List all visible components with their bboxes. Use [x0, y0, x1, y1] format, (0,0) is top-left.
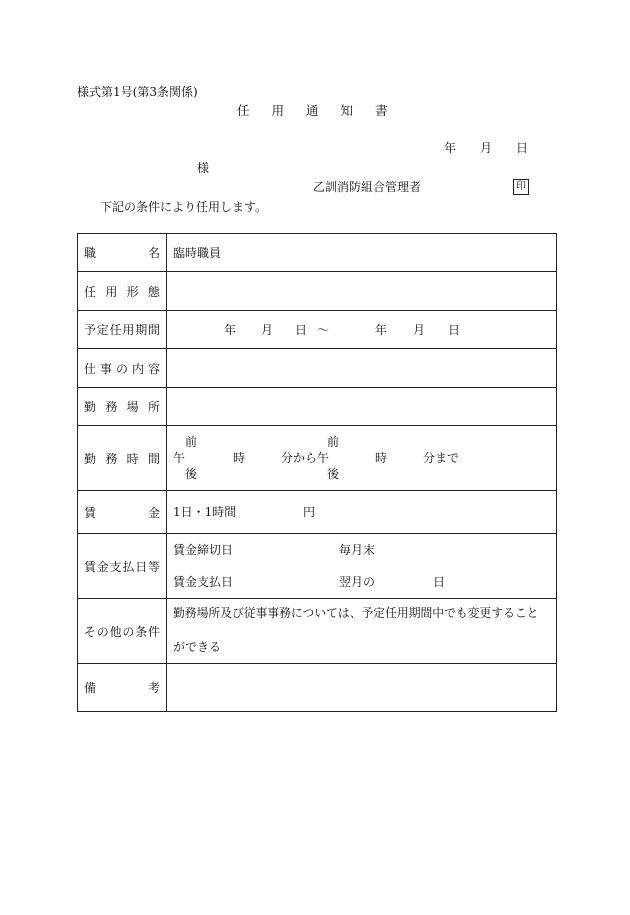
table-row — [78, 426, 557, 491]
row-label-text: 任 用 形 態 — [84, 284, 160, 299]
table-row — [78, 664, 557, 712]
hours-zen-1: 前 — [185, 435, 198, 449]
table-row — [78, 349, 557, 388]
table-row — [78, 234, 557, 272]
value-remarks[interactable] — [167, 664, 557, 712]
hours-ji-2: 時 — [375, 451, 388, 465]
value-payday[interactable] — [167, 534, 557, 599]
value-period[interactable] — [167, 311, 557, 349]
hours-ato-1: 後 — [185, 467, 198, 481]
period-year-1: 年 — [224, 322, 237, 337]
hours-fun-kara: 分から午 — [281, 451, 330, 465]
wage-yen: 円 — [303, 505, 316, 519]
seal-mark: 印 — [513, 179, 529, 195]
row-label-text: 予 定 任 用 期 間 — [84, 323, 160, 337]
table-row — [78, 534, 557, 599]
row-label-remarks — [78, 664, 167, 712]
row-label-text: 職 名 — [84, 246, 160, 260]
row-label-position — [78, 234, 167, 272]
pay-value-suffix: 日 — [433, 575, 446, 589]
row-label-wage — [78, 491, 167, 534]
value-position: 臨時職員 — [167, 234, 557, 272]
value-work-place[interactable] — [167, 388, 557, 426]
row-label-other — [78, 599, 167, 664]
row-label-text: そ の 他 の 条 件 — [84, 624, 160, 639]
value-other-conditions[interactable] — [167, 599, 557, 664]
hours-fun-made: 分まで — [423, 451, 460, 465]
table-row — [78, 491, 557, 534]
addressee-suffix: 様 — [197, 161, 210, 175]
period-month-1: 月 — [261, 322, 274, 337]
table-row — [78, 388, 557, 426]
value-job-content[interactable] — [167, 349, 557, 388]
wage-unit: 1日・1時間 — [173, 505, 237, 519]
document-title: 任用通知書 — [237, 103, 410, 118]
row-label-employment-type — [78, 272, 167, 311]
hours-ji-1: 時 — [233, 451, 246, 465]
date-month: 月 — [480, 141, 493, 155]
date-day: 日 — [516, 141, 529, 155]
cutoff-label: 賃金締切日 — [173, 543, 234, 557]
row-label-period — [78, 311, 167, 349]
table-row — [78, 311, 557, 349]
row-label-text: 備 考 — [84, 681, 160, 695]
row-label-text: 賃 金 支 払 日 等 — [84, 559, 160, 574]
form-number: 様式第1号(第3条関係) — [77, 85, 198, 99]
other-line-2: ができる — [173, 640, 222, 654]
row-label-work-place — [78, 388, 167, 426]
intro-text: 下記の条件により任用します。 — [100, 200, 268, 214]
cutoff-value: 毎月末 — [339, 543, 376, 557]
row-label-text: 勤 務 時 間 — [84, 451, 160, 466]
date-year: 年 — [444, 141, 457, 155]
row-label-text: 勤 務 場 所 — [84, 400, 160, 414]
value-wage[interactable] — [167, 491, 557, 534]
issue-date — [444, 142, 528, 154]
other-line-1: 勤務場所及び従事事務については、予定任用期間中でも変更すること — [173, 606, 539, 620]
pay-label: 賃金支払日 — [173, 575, 234, 589]
row-label-work-hours — [78, 426, 167, 491]
row-label-text: 仕 事 の 内 容 — [84, 361, 160, 376]
table-row — [78, 599, 557, 664]
value-work-hours[interactable] — [167, 426, 557, 491]
conditions-table — [77, 233, 557, 712]
hours-go-1: 午 — [173, 451, 186, 465]
issuer-name: 乙訓消防組合管理者 — [313, 180, 422, 194]
period-day-2: 日 — [448, 322, 461, 337]
row-label-text: 賃 金 — [84, 505, 160, 520]
row-label-payday — [78, 534, 167, 599]
period-day-1: 日 — [295, 322, 308, 337]
period-year-2: 年 — [375, 322, 388, 337]
hours-zen-2: 前 — [327, 435, 340, 449]
period-month-2: 月 — [413, 322, 426, 337]
row-label-job-content — [78, 349, 167, 388]
hours-ato-2: 後 — [327, 467, 340, 481]
table-row — [78, 272, 557, 311]
period-tilde: ～ — [317, 322, 330, 337]
value-employment-type[interactable] — [167, 272, 557, 311]
pay-value-prefix: 翌月の — [339, 575, 376, 589]
